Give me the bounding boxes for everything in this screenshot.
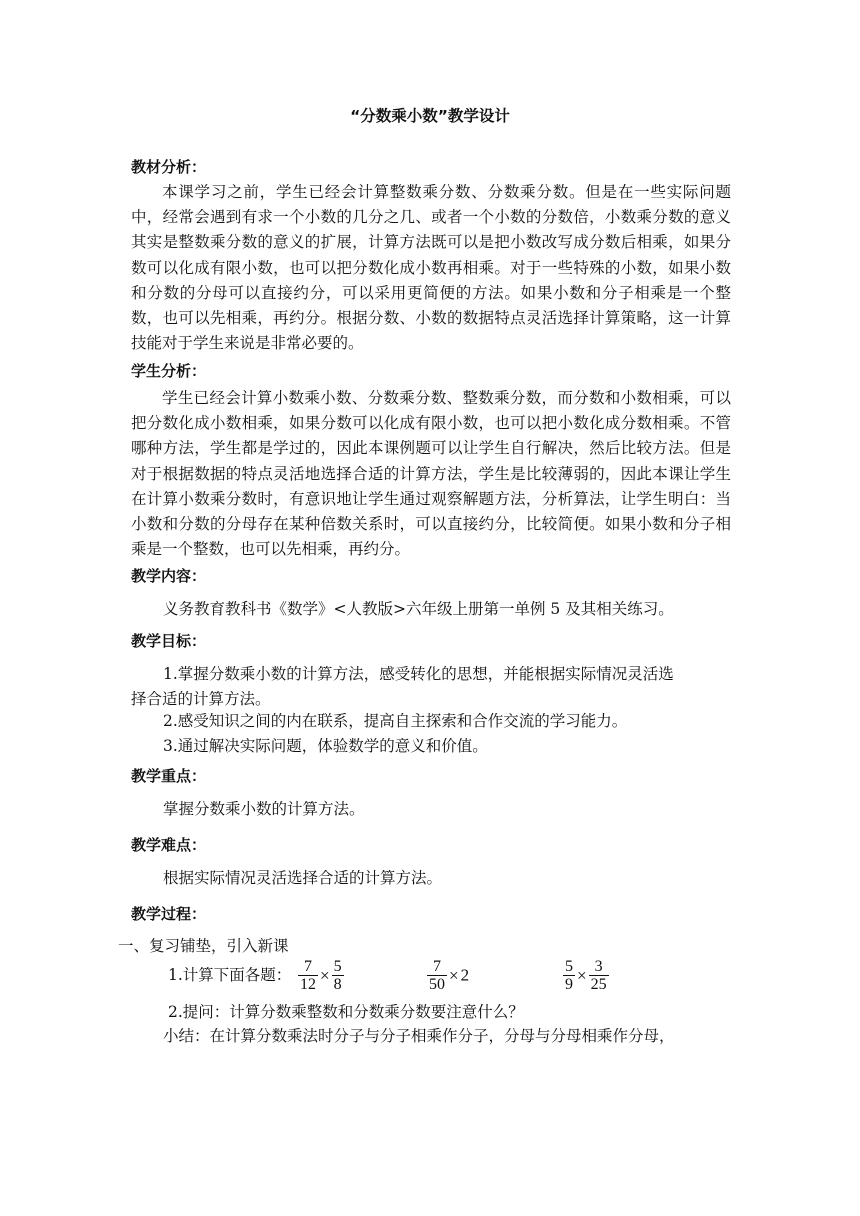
calc-label: 1.计算下面各题： <box>168 966 292 984</box>
fraction: $\frac{5}{8}$ <box>333 958 342 993</box>
expression-3: $\frac{5}{9}$ × $\frac{3}{25}$ <box>565 958 607 993</box>
student-analysis-text: 学生已经会计算小数乘小数、分数乘分数、整数乘分数，而分数和小数相乘，可以把分数化成小数相乘，如果分数可以化成有限小数，也可以把小数化成分数相乘。不管哪种方法，学生都是学过的，因此本课例题可以让学生自行解决，然后比较方法。但是对于根据数据的特点灵活地选择合适的计算方法，学生是比较薄弱的，因此本课让学生在计算小数乘分数时，有意识地让学生通过观察解题方法，分析算法，让学生明白：当小数和分数的分母存在某种倍数关系时，可以直接约分，比较简便。如果小数和分子相乘是一个整数，也可以先相乘，再约分。 <box>131 389 731 559</box>
key-point-text: 掌握分数乘小数的计算方法。 <box>163 800 365 818</box>
teaching-content-text: 义务教育教科书《数学》<人教版>六年级上册第一单例 5 及其相关练习。 <box>163 600 674 618</box>
difficulty-text: 根据实际情况灵活选择合适的计算方法。 <box>163 869 443 887</box>
heading-teaching-goals: 教学目标： <box>131 632 207 650</box>
expression-2: $\frac{7}{50}$ × 2 <box>429 958 470 993</box>
fraction: $\frac{7}{12}$ <box>300 958 316 993</box>
heading-student-analysis: 学生分析： <box>131 362 207 380</box>
material-analysis-text: 本课学习之前，学生已经会计算整数乘分数、分数乘分数。但是在一些实际问题中，经常会遇到有求一个小数的几分之几、或者一个小数的分数倍，小数乘分数的意义其实是整数乘分数的意义的扩展，计算方法既可以是把小数改写成分数后相乘，如果分数可以化成有限小数，也可以把分数化成小数再相乘。对于一些特殊的小数，如果小数和分数的分母可以直接约分，可以采用更简便的方法。如果小数和分子相乘是一个整数，也可以先相乘，再约分。根据分数、小数的数据特点灵活选择计算策略，这一计算技能对于学生来说是非常必要的。 <box>131 183 731 353</box>
heading-material-analysis: 教材分析： <box>131 158 207 176</box>
heading-key-point: 教学重点： <box>131 767 207 785</box>
heading-difficulty: 教学难点： <box>131 836 207 854</box>
goal-item-1-line-1: 1.掌握分数乘小数的计算方法，感受转化的思想，并能根据实际情况灵活选 <box>163 665 674 683</box>
fraction: $\frac{7}{50}$ <box>429 958 445 993</box>
process-summary: 小结：在计算分数乘法时分子与分子相乘作分子，分母与分母相乘作分母， <box>163 1027 675 1045</box>
heading-teaching-process: 教学过程： <box>131 905 207 923</box>
fraction: $\frac{3}{25}$ <box>590 958 607 993</box>
process-step-1: 一、复习铺垫，引入新课 <box>118 937 289 955</box>
goal-item-3: 3.通过解决实际问题，体验数学的意义和价值。 <box>163 737 488 755</box>
document-title: “分数乘小数”教学设计 <box>350 107 510 125</box>
expression-1: $\frac{7}{12}$ × $\frac{5}{8}$ <box>300 958 342 993</box>
goal-item-1-line-2: 择合适的计算方法。 <box>131 690 271 708</box>
heading-teaching-content: 教学内容： <box>131 567 207 585</box>
goal-item-2: 2.感受知识之间的内在联系，提高自主探索和合作交流的学习能力。 <box>163 712 628 730</box>
fraction: $\frac{5}{9}$ <box>565 958 573 993</box>
process-question: 2.提问：计算分数乘整数和分数乘分数要注意什么？ <box>168 1003 524 1021</box>
